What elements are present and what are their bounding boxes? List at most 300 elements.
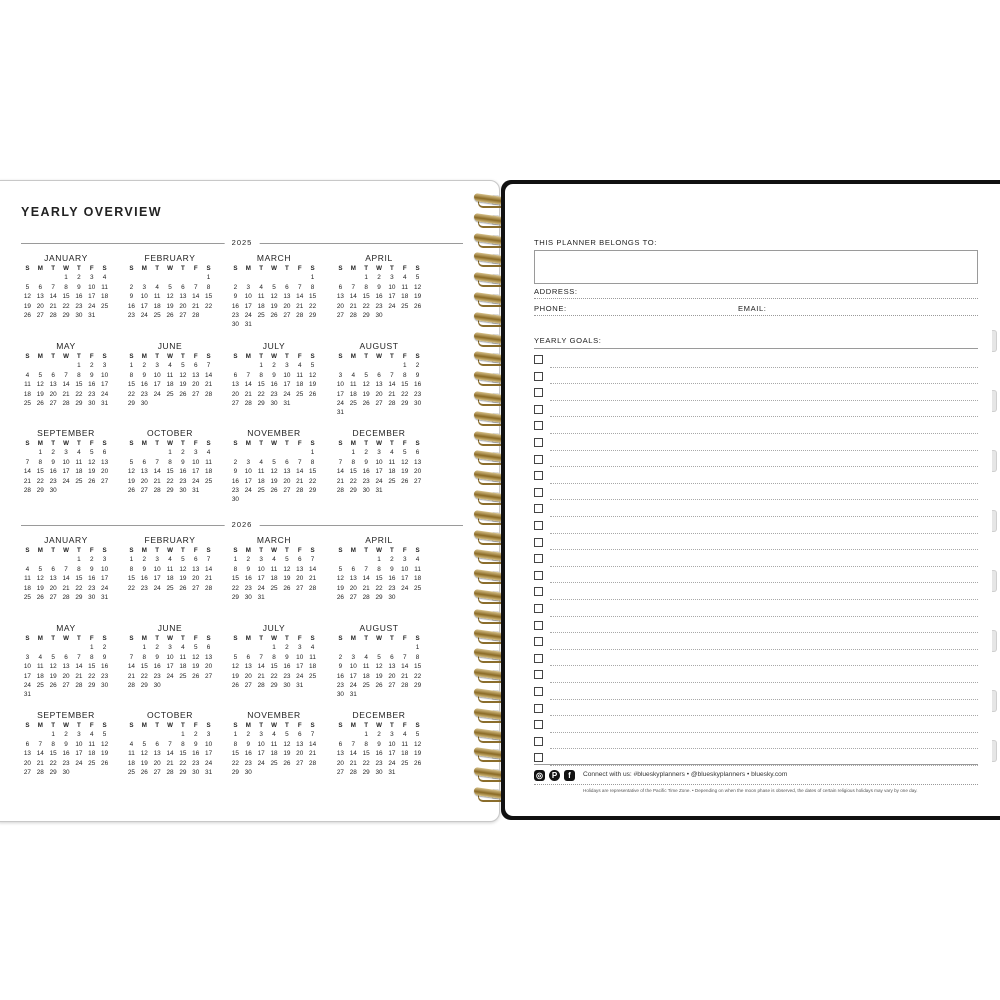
day-cell: 30: [375, 768, 383, 776]
day-cell: 7: [129, 653, 134, 661]
goal-checkbox[interactable]: [534, 604, 543, 613]
day-cell: 11: [309, 653, 316, 661]
day-cell: [189, 273, 202, 282]
day-cell: 7: [168, 740, 172, 748]
goal-line[interactable]: [550, 549, 978, 550]
goal-line[interactable]: [550, 765, 978, 766]
day-cell: 24: [205, 759, 213, 767]
day-cell: 15: [349, 468, 357, 476]
week-row: [21, 690, 111, 699]
month-calendar: [21, 253, 111, 320]
goal-checkbox[interactable]: [534, 455, 543, 464]
day-cell: 14: [205, 371, 213, 379]
week-row: [334, 302, 424, 311]
goals-divider: [534, 348, 978, 349]
weekday-letter: W: [376, 635, 382, 642]
goal-line[interactable]: [550, 416, 978, 417]
day-cell: [280, 593, 293, 602]
goal-checkbox[interactable]: [534, 554, 543, 563]
day-cell: 11: [166, 565, 174, 573]
day-cell: 20: [49, 390, 57, 398]
month-name: JANUARY: [44, 535, 88, 545]
day-cell: 4: [181, 644, 185, 652]
phone-email-line[interactable]: [534, 315, 978, 316]
goal-row[interactable]: [534, 734, 978, 751]
day-cell: 21: [388, 390, 396, 398]
weekday-letter: S: [415, 635, 420, 642]
day-cell: [360, 555, 373, 564]
week-row: [125, 448, 215, 457]
weekday-letter: S: [415, 353, 420, 360]
day-cell: [60, 643, 73, 652]
day-cell: 19: [179, 381, 187, 389]
goal-checkbox[interactable]: [534, 637, 543, 646]
month-calendar: [334, 428, 424, 495]
weekday-header: [125, 721, 215, 730]
day-cell: 2: [415, 362, 420, 370]
day-cell: 8: [38, 458, 43, 466]
day-cell: 16: [336, 672, 344, 680]
weekday-letter: M: [141, 547, 147, 554]
day-cell: 19: [283, 750, 291, 758]
goal-row[interactable]: [534, 402, 978, 419]
goal-row[interactable]: [534, 452, 978, 469]
day-cell: 29: [62, 311, 70, 319]
day-cell: 5: [38, 371, 43, 379]
day-cell: 8: [351, 458, 356, 466]
goal-line[interactable]: [550, 499, 978, 500]
goal-row[interactable]: [534, 634, 978, 651]
day-cell: 30: [62, 768, 70, 776]
weekday-letter: S: [129, 722, 134, 729]
goal-checkbox[interactable]: [534, 421, 543, 430]
week-row: [229, 653, 319, 662]
goal-row[interactable]: [534, 551, 978, 568]
day-cell: 13: [192, 371, 200, 379]
day-cell: 16: [244, 575, 252, 583]
day-cell: 30: [388, 593, 396, 601]
month-calendar: [21, 710, 111, 777]
day-cell: 25: [166, 390, 174, 398]
weekday-letter: W: [63, 265, 69, 272]
day-cell: [334, 361, 347, 370]
day-cell: 18: [388, 468, 396, 476]
weekday-letter: F: [402, 440, 407, 447]
day-cell: [268, 495, 281, 504]
day-cell: 13: [23, 750, 31, 758]
day-cell: [360, 643, 373, 652]
day-cell: 27: [153, 768, 161, 776]
goal-row[interactable]: [534, 651, 978, 668]
day-cell: 20: [62, 672, 70, 680]
day-cell: [189, 399, 202, 408]
day-cell: [98, 768, 111, 777]
day-cell: 1: [259, 362, 263, 370]
goal-row[interactable]: [534, 601, 978, 618]
day-cell: 29: [231, 593, 239, 601]
goal-row[interactable]: [534, 717, 978, 734]
day-cell: 20: [414, 468, 422, 476]
day-cell: 14: [349, 293, 357, 301]
goal-checkbox[interactable]: [534, 753, 543, 762]
day-cell: 24: [140, 311, 148, 319]
weekday-letter: T: [284, 440, 289, 447]
weekday-letter: S: [25, 353, 30, 360]
day-cell: 7: [38, 740, 43, 748]
month-calendar: [334, 341, 424, 418]
day-cell: 27: [283, 486, 291, 494]
month-name: OCTOBER: [146, 428, 194, 438]
goal-checkbox[interactable]: [534, 388, 543, 397]
day-cell: 2: [272, 362, 276, 370]
day-cell: 19: [231, 672, 239, 680]
page-edge-tab: [992, 570, 997, 592]
day-cell: 14: [309, 740, 317, 748]
goal-line[interactable]: [550, 400, 978, 401]
goal-line[interactable]: [550, 599, 978, 600]
day-cell: 5: [142, 740, 147, 748]
weekday-letter: F: [297, 265, 302, 272]
goal-row[interactable]: [534, 701, 978, 718]
day-cell: 28: [153, 486, 161, 494]
day-cell: 19: [270, 477, 278, 485]
goal-checkbox[interactable]: [534, 521, 543, 530]
day-cell: 26: [88, 477, 96, 485]
holiday-footnote: Holidays are representative of the Pacific Time Zone. • Depending on when the moon phase is observed, the dates of certain religious holidays may vary by one day.: [583, 788, 918, 793]
goal-row[interactable]: [534, 501, 978, 518]
day-cell: [347, 361, 360, 370]
day-cell: 9: [285, 653, 289, 661]
goal-row[interactable]: [534, 352, 978, 369]
day-cell: 11: [36, 663, 44, 671]
day-cell: 6: [246, 653, 251, 661]
day-cell: 13: [336, 750, 344, 758]
day-cell: 17: [192, 468, 200, 476]
day-cell: 25: [270, 759, 278, 767]
goal-checkbox[interactable]: [534, 538, 543, 547]
day-cell: 29: [401, 399, 409, 407]
day-cell: 20: [140, 477, 148, 485]
day-cell: 31: [283, 399, 291, 407]
day-cell: 3: [285, 362, 289, 370]
day-cell: 11: [179, 653, 187, 661]
day-cell: 26: [36, 593, 44, 601]
day-cell: 4: [415, 556, 420, 564]
day-cell: 20: [179, 302, 187, 310]
day-cell: 3: [246, 283, 251, 291]
weekday-letter: W: [376, 353, 382, 360]
goal-line[interactable]: [550, 367, 978, 368]
day-cell: 18: [179, 663, 187, 671]
goal-row[interactable]: [534, 618, 978, 635]
goal-checkbox[interactable]: [534, 654, 543, 663]
day-cell: 6: [142, 458, 147, 466]
day-cell: 11: [128, 750, 135, 758]
goal-checkbox[interactable]: [534, 687, 543, 696]
weekday-letter: F: [402, 353, 407, 360]
day-cell: 15: [179, 750, 187, 758]
goal-row[interactable]: [534, 518, 978, 535]
goal-checkbox[interactable]: [534, 438, 543, 447]
day-cell: 16: [62, 750, 70, 758]
month-calendar: [21, 623, 111, 700]
weekday-letter: T: [76, 635, 81, 642]
month-calendar: [229, 341, 319, 408]
day-cell: 18: [166, 575, 174, 583]
week-row: [334, 643, 424, 652]
day-cell: 21: [62, 584, 70, 592]
goal-checkbox[interactable]: [534, 720, 543, 729]
day-cell: 28: [401, 681, 409, 689]
day-cell: 24: [257, 584, 265, 592]
day-cell: 2: [246, 556, 251, 564]
goal-row[interactable]: [534, 435, 978, 452]
goal-line[interactable]: [550, 732, 978, 733]
day-cell: 27: [296, 584, 304, 592]
week-row: [334, 283, 424, 292]
goal-checkbox[interactable]: [534, 587, 543, 596]
day-cell: 5: [38, 565, 43, 573]
week-row: [334, 653, 424, 662]
day-cell: 3: [259, 556, 263, 564]
day-cell: [293, 448, 306, 457]
day-cell: 6: [377, 371, 381, 379]
week-row: [125, 311, 215, 320]
day-cell: 20: [49, 584, 57, 592]
goal-line[interactable]: [550, 748, 978, 749]
goal-line[interactable]: [550, 649, 978, 650]
day-cell: [125, 643, 138, 652]
day-cell: 5: [310, 362, 315, 370]
day-cell: [411, 408, 424, 417]
day-cell: 30: [270, 399, 278, 407]
goal-checkbox[interactable]: [534, 670, 543, 679]
day-cell: 13: [244, 663, 252, 671]
day-cell: 2: [377, 274, 381, 282]
goal-row[interactable]: [534, 418, 978, 435]
goal-row[interactable]: [534, 485, 978, 502]
goal-row[interactable]: [534, 468, 978, 485]
day-cell: 13: [179, 293, 187, 301]
day-cell: 6: [233, 371, 238, 379]
weekday-letter: T: [155, 265, 160, 272]
goal-checkbox[interactable]: [534, 355, 543, 364]
week-row: [229, 283, 319, 292]
owner-name-field[interactable]: [534, 250, 978, 284]
day-cell: [242, 448, 255, 457]
weekday-letter: S: [102, 635, 107, 642]
week-row: [125, 740, 215, 749]
day-cell: 1: [77, 362, 81, 370]
day-cell: [176, 399, 189, 408]
day-cell: 13: [283, 293, 291, 301]
day-cell: [34, 361, 47, 370]
day-cell: 8: [206, 283, 211, 291]
day-cell: 26: [362, 399, 370, 407]
day-cell: 10: [153, 565, 161, 573]
goal-checkbox[interactable]: [534, 737, 543, 746]
goal-row[interactable]: [534, 369, 978, 386]
goal-line[interactable]: [550, 466, 978, 467]
day-cell: 10: [296, 653, 304, 661]
goal-row[interactable]: [534, 684, 978, 701]
goal-checkbox[interactable]: [534, 504, 543, 513]
day-cell: 3: [297, 644, 302, 652]
day-cell: 30: [414, 399, 422, 407]
day-cell: 8: [310, 283, 315, 291]
day-cell: [268, 768, 281, 777]
weekday-letter: S: [233, 440, 238, 447]
day-cell: 11: [24, 381, 31, 389]
day-cell: 8: [233, 740, 238, 748]
day-cell: [385, 408, 398, 417]
month-calendar: [125, 623, 215, 690]
weekday-letter: S: [338, 722, 343, 729]
day-cell: 10: [283, 371, 291, 379]
day-cell: 25: [127, 768, 135, 776]
day-cell: [255, 320, 268, 329]
day-cell: 28: [62, 399, 70, 407]
goal-row[interactable]: [534, 584, 978, 601]
week-row: [125, 643, 215, 652]
day-cell: 31: [375, 486, 383, 494]
goal-line[interactable]: [550, 383, 978, 384]
day-cell: 17: [401, 575, 409, 583]
day-cell: 5: [129, 458, 134, 466]
day-cell: 31: [23, 691, 31, 699]
day-cell: [360, 361, 373, 370]
day-cell: 13: [140, 468, 148, 476]
goal-line[interactable]: [550, 665, 978, 666]
goal-row[interactable]: [534, 535, 978, 552]
day-cell: 12: [414, 283, 422, 291]
goal-checkbox[interactable]: [534, 488, 543, 497]
week-row: [334, 740, 424, 749]
goal-row[interactable]: [534, 568, 978, 585]
weekday-header: [21, 264, 111, 273]
goal-line[interactable]: [550, 516, 978, 517]
day-cell: 30: [49, 486, 57, 494]
day-cell: 9: [155, 653, 159, 661]
day-cell: [347, 643, 360, 652]
goal-line[interactable]: [550, 699, 978, 700]
day-cell: [293, 320, 306, 329]
goal-line[interactable]: [550, 582, 978, 583]
week-row: [334, 565, 424, 574]
goal-line[interactable]: [550, 533, 978, 534]
day-cell: 12: [36, 575, 44, 583]
goal-checkbox[interactable]: [534, 405, 543, 414]
goal-row[interactable]: [534, 385, 978, 402]
weekday-letter: T: [76, 353, 81, 360]
weekday-header: [229, 352, 319, 361]
day-cell: 11: [401, 283, 409, 291]
month-name: MARCH: [256, 253, 292, 263]
week-row: [21, 399, 111, 408]
week-row: [229, 730, 319, 739]
day-cell: 1: [89, 644, 94, 652]
day-cell: 18: [309, 663, 317, 671]
day-cell: 12: [179, 371, 187, 379]
day-cell: 12: [414, 740, 422, 748]
day-cell: 19: [414, 293, 422, 301]
day-cell: 30: [88, 399, 96, 407]
month-calendar: [229, 623, 319, 690]
day-cell: 22: [88, 672, 96, 680]
day-cell: 26: [309, 390, 317, 398]
day-cell: 5: [415, 274, 420, 282]
goal-line[interactable]: [550, 632, 978, 633]
day-cell: 9: [246, 740, 251, 748]
goal-line[interactable]: [550, 450, 978, 451]
weekday-letter: F: [193, 547, 198, 554]
goal-line[interactable]: [550, 433, 978, 434]
weekday-letter: T: [389, 635, 394, 642]
week-row: [334, 371, 424, 380]
page-edge-tab: [992, 510, 997, 532]
address-line[interactable]: [534, 298, 978, 299]
day-cell: [360, 690, 373, 699]
goal-checkbox[interactable]: [534, 471, 543, 480]
day-cell: 17: [140, 302, 148, 310]
goal-line[interactable]: [550, 616, 978, 617]
day-cell: 16: [362, 468, 370, 476]
goal-checkbox[interactable]: [534, 571, 543, 580]
weekday-letter: F: [89, 635, 94, 642]
day-cell: 9: [338, 663, 343, 671]
weekday-letter: M: [37, 547, 43, 554]
day-cell: 25: [88, 759, 96, 767]
goal-line[interactable]: [550, 566, 978, 567]
goal-line[interactable]: [550, 715, 978, 716]
weekday-letter: S: [25, 265, 30, 272]
month-name: NOVEMBER: [247, 710, 301, 720]
goal-line[interactable]: [550, 682, 978, 683]
day-cell: 15: [88, 663, 96, 671]
weekday-letter: T: [284, 547, 289, 554]
day-cell: [334, 448, 347, 457]
goal-checkbox[interactable]: [534, 372, 543, 381]
day-cell: 8: [129, 565, 134, 573]
day-cell: 7: [297, 283, 302, 291]
day-cell: 26: [166, 311, 174, 319]
year-label: 2026: [225, 519, 260, 531]
day-cell: 12: [49, 663, 57, 671]
day-cell: 12: [192, 653, 200, 661]
day-cell: 29: [414, 681, 422, 689]
day-cell: 26: [101, 759, 109, 767]
day-cell: 7: [193, 283, 198, 291]
day-cell: 24: [257, 759, 265, 767]
day-cell: 27: [140, 486, 148, 494]
weekday-header: [334, 352, 424, 361]
day-cell: 15: [166, 468, 174, 476]
weekday-letter: S: [102, 440, 107, 447]
day-cell: 11: [388, 458, 396, 466]
week-row: [334, 593, 424, 602]
month-name: JANUARY: [44, 253, 88, 263]
weekday-letter: F: [89, 353, 94, 360]
day-cell: 5: [364, 371, 368, 379]
goal-line[interactable]: [550, 483, 978, 484]
yearly-overview-page: [0, 180, 500, 822]
day-cell: 3: [155, 556, 159, 564]
goal-checkbox[interactable]: [534, 704, 543, 713]
goal-checkbox[interactable]: [534, 621, 543, 630]
goal-row[interactable]: [534, 667, 978, 684]
month-name: DECEMBER: [352, 428, 406, 438]
week-row: [125, 361, 215, 370]
